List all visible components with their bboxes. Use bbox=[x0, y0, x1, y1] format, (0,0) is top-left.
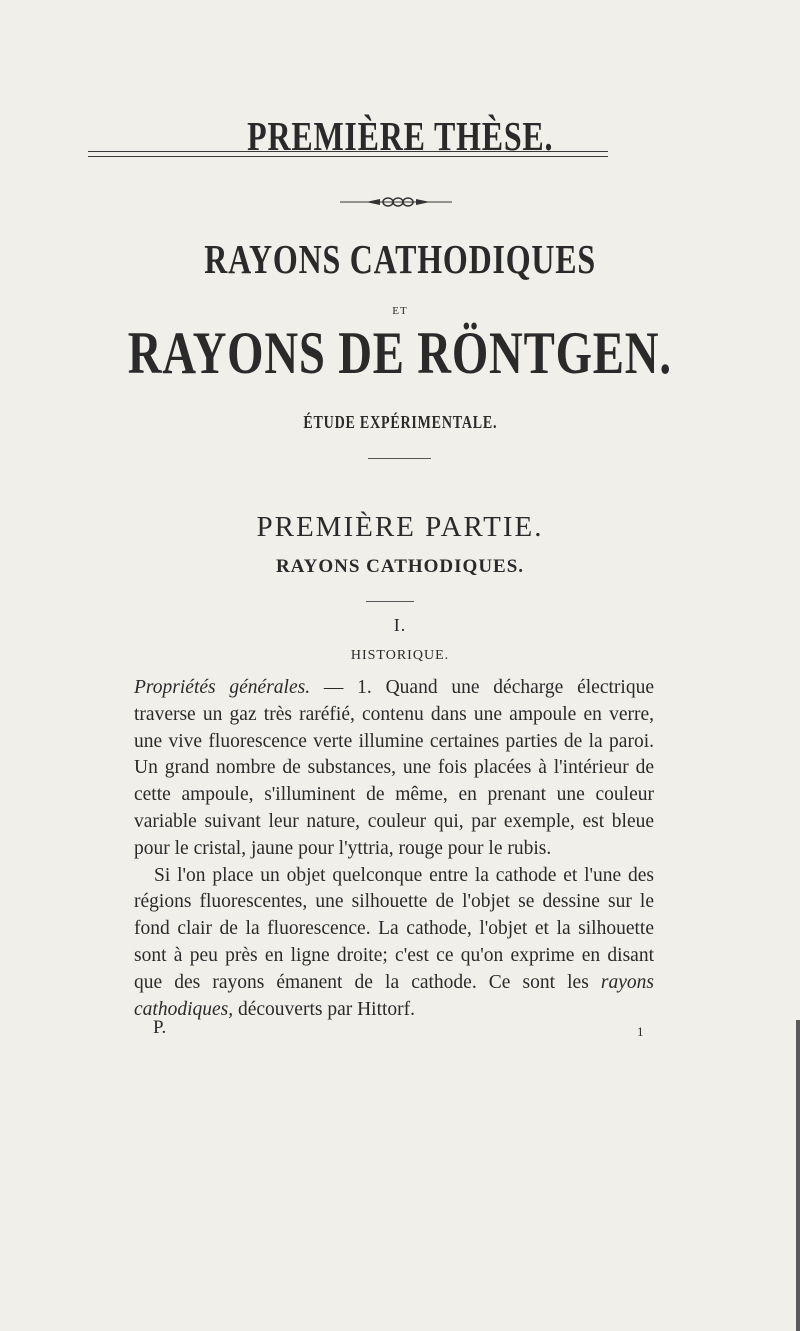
paragraph-2-italic: rayons cathodiques, bbox=[134, 971, 654, 1020]
these-heading: PREMIÈRE THÈSE. bbox=[246, 113, 554, 159]
paragraph-1 bbox=[134, 675, 654, 863]
divider bbox=[368, 458, 431, 459]
subtitle: ÉTUDE EXPÉRIMENTALE. bbox=[302, 412, 497, 432]
title-et: ET bbox=[392, 305, 408, 317]
partie-title: PREMIÈRE PARTIE. bbox=[256, 511, 544, 543]
paragraph-label: Propriétés générales. bbox=[134, 677, 311, 698]
section-title: HISTORIQUE. bbox=[350, 648, 450, 663]
paragraph-2-text-b: découverts par Hittorf. bbox=[233, 998, 416, 1020]
ornament-divider bbox=[340, 196, 452, 208]
divider-2 bbox=[366, 601, 414, 602]
paragraph-2-text-a: Si l'on place un objet quelconque entre la cathode et l'une des régions fluorescentes, une silhouette de l'objet se dessine sur le fond clair de la fluorescence. La cathode, l'objet et la silhouette sont à peu près en ligne droite; c'est ce qu'on exprime en disant que des rayons émanent de la cathode. Ce sont les bbox=[134, 864, 654, 993]
signature-mark: P. bbox=[153, 1017, 167, 1038]
partie-subtitle: RAYONS CATHODIQUES. bbox=[275, 556, 525, 577]
title-line-1: RAYONS CATHODIQUES bbox=[204, 236, 596, 282]
page-edge bbox=[796, 1020, 800, 1331]
title-line-2: RAYONS DE RÖNTGEN. bbox=[127, 320, 673, 386]
section-number: I. bbox=[393, 615, 407, 635]
sheet-number: 1 bbox=[637, 1024, 644, 1039]
paragraph-2 bbox=[134, 863, 654, 1024]
body-text bbox=[134, 675, 654, 1023]
paragraph-1-text: — 1. Quand une décharge électrique traverse un gaz très raréfié, contenu dans une ampoule en verre, une vive fluorescence verte illumine certaines parties de la paroi. Un grand nombre de substances, une fois placées à l'intérieur de cette ampoule, s'illuminent de même, en prenant une couleur variable suivant leur nature, couleur qui, par exemple, est bleue pour le cristal, jaune pour l'yttria, rouge pour le rubis. bbox=[134, 677, 654, 859]
